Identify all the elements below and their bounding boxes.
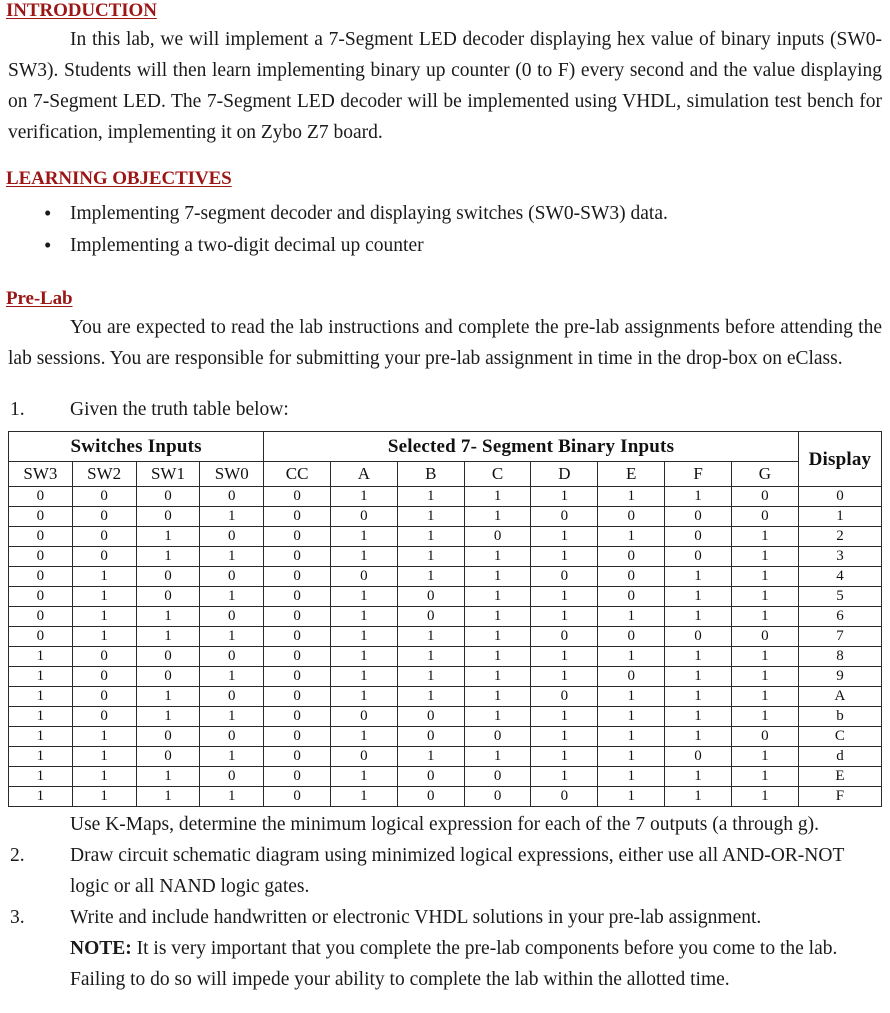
table-row <box>9 567 882 587</box>
table-row <box>9 527 882 547</box>
table-cell: 0 <box>200 727 264 747</box>
group-header-display: Display <box>798 432 881 487</box>
table-cell: 1 <box>665 647 732 667</box>
table-cell: 0 <box>9 527 73 547</box>
table-cell: 1 <box>72 627 136 647</box>
table-cell: 1 <box>665 667 732 687</box>
column-header-b: B <box>397 462 464 487</box>
table-cell: 0 <box>331 567 398 587</box>
table-cell: 1 <box>9 707 73 727</box>
table-cell-display: A <box>798 687 881 707</box>
table-row <box>9 767 882 787</box>
table-cell: 1 <box>200 787 264 807</box>
table-row <box>9 707 882 727</box>
table-cell: 1 <box>598 727 665 747</box>
table-cell: 0 <box>264 707 331 727</box>
table-cell: 0 <box>9 567 73 587</box>
table-row <box>9 667 882 687</box>
learning-objectives-section <box>0 168 890 192</box>
table-cell: 1 <box>136 687 200 707</box>
table-cell: 1 <box>464 667 531 687</box>
table-cell: 1 <box>397 647 464 667</box>
table-cell-display: 2 <box>798 527 881 547</box>
table-cell: 0 <box>264 607 331 627</box>
list-item: • Implementing a two-digit decimal up counter <box>0 230 890 262</box>
table-cell: 1 <box>598 487 665 507</box>
table-cell: 0 <box>731 507 798 527</box>
table-row <box>9 547 882 567</box>
table-cell: 1 <box>531 527 598 547</box>
table-cell: 0 <box>136 567 200 587</box>
table-cell: 0 <box>531 627 598 647</box>
table-cell: 1 <box>665 607 732 627</box>
table-cell: 1 <box>331 547 398 567</box>
table-cell: 0 <box>72 667 136 687</box>
table-cell: 0 <box>72 527 136 547</box>
table-cell: 0 <box>598 547 665 567</box>
table-cell: 1 <box>72 727 136 747</box>
group-header-segments: Selected 7- Segment Binary Inputs <box>264 432 799 462</box>
table-cell: 1 <box>200 587 264 607</box>
table-cell: 1 <box>331 587 398 607</box>
table-cell: 0 <box>9 507 73 527</box>
spacer <box>0 148 890 168</box>
truth-table <box>8 431 882 807</box>
table-cell: 0 <box>531 787 598 807</box>
table-cell-display: b <box>798 707 881 727</box>
table-cell: 0 <box>9 487 73 507</box>
table-cell-display: F <box>798 787 881 807</box>
group-header-switches: Switches Inputs <box>9 432 264 462</box>
prelab-paragraph: You are expected to read the lab instructions and complete the pre-lab assignments before attending the lab sessions. You are responsible for submitting your pre-lab assignment in time in the drop-box on eClass. <box>8 317 882 369</box>
table-cell: 0 <box>397 607 464 627</box>
table-cell: 1 <box>464 647 531 667</box>
table-cell-display: 3 <box>798 547 881 567</box>
table-cell: 1 <box>598 787 665 807</box>
table-cell: 1 <box>665 787 732 807</box>
table-cell: 1 <box>136 547 200 567</box>
table-cell: 0 <box>72 487 136 507</box>
table-cell: 1 <box>731 647 798 667</box>
table-cell-display: 5 <box>798 587 881 607</box>
task-text: Draw circuit schematic diagram using minimized logical expressions, either use all AND-OR-NOT <box>70 845 845 866</box>
table-cell: 1 <box>731 567 798 587</box>
table-cell: 1 <box>731 607 798 627</box>
table-cell: 0 <box>136 747 200 767</box>
table-cell: 1 <box>665 727 732 747</box>
table-cell: 0 <box>665 527 732 547</box>
table-cell: 1 <box>598 767 665 787</box>
table-cell: 0 <box>264 487 331 507</box>
table-cell-display: 1 <box>798 507 881 527</box>
table-cell: 0 <box>264 647 331 667</box>
table-cell: 0 <box>464 787 531 807</box>
table-cell: 0 <box>200 767 264 787</box>
table-cell: 1 <box>397 547 464 567</box>
table-cell: 1 <box>731 527 798 547</box>
table-cell: 1 <box>9 787 73 807</box>
table-row <box>9 587 882 607</box>
table-cell: 1 <box>731 707 798 727</box>
column-header-c: C <box>464 462 531 487</box>
table-cell: 1 <box>464 547 531 567</box>
table-cell: 0 <box>9 627 73 647</box>
table-cell-display: 7 <box>798 627 881 647</box>
table-cell-display: d <box>798 747 881 767</box>
task-item-1 <box>0 394 882 425</box>
table-cell: 1 <box>464 747 531 767</box>
table-cell: 1 <box>136 787 200 807</box>
table-cell: 1 <box>531 647 598 667</box>
table-cell: 1 <box>397 627 464 647</box>
table-cell: 0 <box>731 627 798 647</box>
table-cell: 0 <box>598 587 665 607</box>
table-cell: 1 <box>72 767 136 787</box>
table-cell: 1 <box>464 587 531 607</box>
table-cell: 0 <box>397 587 464 607</box>
table-cell: 1 <box>598 747 665 767</box>
table-cell: 0 <box>665 627 732 647</box>
table-cell: 1 <box>9 647 73 667</box>
table-cell: 1 <box>136 707 200 727</box>
table-cell: 0 <box>264 727 331 747</box>
table-cell: 1 <box>397 527 464 547</box>
note-label: NOTE: <box>70 938 132 959</box>
table-cell: 1 <box>598 707 665 727</box>
table-cell: 1 <box>397 487 464 507</box>
column-header-sw1: SW1 <box>136 462 200 487</box>
table-cell: 0 <box>136 587 200 607</box>
table-cell: 1 <box>331 687 398 707</box>
table-cell: 1 <box>72 567 136 587</box>
task-text: Use K-Maps, determine the minimum logical expression for each of the 7 outputs (a through g). <box>70 814 819 835</box>
task-item-2 <box>0 840 882 871</box>
task-text: Given the truth table below: <box>70 399 289 420</box>
column-header-e: E <box>598 462 665 487</box>
table-cell: 1 <box>731 767 798 787</box>
table-cell: 1 <box>531 667 598 687</box>
table-cell: 0 <box>397 787 464 807</box>
table-cell: 0 <box>665 547 732 567</box>
table-cell: 1 <box>9 687 73 707</box>
truth-table-column-header-row <box>9 462 882 487</box>
table-cell: 1 <box>200 547 264 567</box>
table-row <box>9 647 882 667</box>
table-cell: 0 <box>264 747 331 767</box>
table-cell: 1 <box>9 747 73 767</box>
task-text: Write and include handwritten or electronic VHDL solutions in your pre-lab assignment. <box>70 907 762 928</box>
table-cell: 1 <box>9 667 73 687</box>
table-cell: 1 <box>665 587 732 607</box>
table-cell: 1 <box>9 767 73 787</box>
table-cell-display: E <box>798 767 881 787</box>
table-cell: 1 <box>200 747 264 767</box>
table-cell: 0 <box>136 647 200 667</box>
table-cell: 0 <box>200 487 264 507</box>
task-number: 1. <box>10 399 25 420</box>
table-cell: 1 <box>72 587 136 607</box>
table-cell: 0 <box>9 587 73 607</box>
table-cell: 0 <box>598 507 665 527</box>
table-cell: 1 <box>72 607 136 627</box>
table-cell: 0 <box>136 727 200 747</box>
note-line <box>0 933 882 964</box>
note-line-continued <box>0 964 882 995</box>
table-cell: 1 <box>731 747 798 767</box>
table-row <box>9 687 882 707</box>
table-cell: 1 <box>731 787 798 807</box>
table-cell: 0 <box>200 687 264 707</box>
column-header-a: A <box>331 462 398 487</box>
table-cell-display: 9 <box>798 667 881 687</box>
table-cell: 1 <box>598 647 665 667</box>
column-header-g: G <box>731 462 798 487</box>
table-cell: 0 <box>200 527 264 547</box>
table-cell: 0 <box>200 647 264 667</box>
table-cell: 0 <box>731 487 798 507</box>
table-cell: 1 <box>731 547 798 567</box>
note-text: It is very important that you complete the pre-lab components before you come to the lab. <box>131 938 838 959</box>
table-cell: 0 <box>331 507 398 527</box>
table-cell: 0 <box>200 567 264 587</box>
table-cell: 0 <box>464 767 531 787</box>
table-cell: 1 <box>136 627 200 647</box>
table-cell: 0 <box>397 707 464 727</box>
column-header-sw3: SW3 <box>9 462 73 487</box>
column-header-sw0: SW0 <box>200 462 264 487</box>
task-item-1-continued <box>0 809 882 840</box>
table-cell: 1 <box>397 507 464 527</box>
table-cell: 0 <box>264 507 331 527</box>
table-cell: 1 <box>136 767 200 787</box>
table-cell: 1 <box>531 587 598 607</box>
table-cell: 0 <box>72 547 136 567</box>
table-cell: 1 <box>464 487 531 507</box>
table-row <box>9 627 882 647</box>
truth-table-body <box>9 487 882 807</box>
table-cell-display: C <box>798 727 881 747</box>
truth-table-head <box>9 432 882 487</box>
table-cell: 0 <box>665 747 732 767</box>
table-row <box>9 607 882 627</box>
table-cell: 1 <box>331 607 398 627</box>
table-cell: 1 <box>665 767 732 787</box>
table-cell: 1 <box>331 767 398 787</box>
table-cell: 0 <box>264 687 331 707</box>
table-cell: 1 <box>731 587 798 607</box>
table-cell: 1 <box>464 567 531 587</box>
table-row <box>9 787 882 807</box>
table-cell: 1 <box>200 507 264 527</box>
truth-table-group-header-row <box>9 432 882 462</box>
table-cell: 1 <box>331 667 398 687</box>
table-cell: 1 <box>136 607 200 627</box>
learning-objectives-list <box>0 198 890 262</box>
spacer <box>0 374 890 394</box>
task-text: logic or all NAND logic gates. <box>70 876 310 897</box>
table-cell: 1 <box>464 607 531 627</box>
table-cell: 1 <box>72 747 136 767</box>
introduction-paragraph: In this lab, we will implement a 7-Segment LED decoder displaying hex value of binary inputs (SW0-SW3). Students will then learn implementing binary up counter (0 to F) every second and the value displaying on 7-Segment LED. The 7-Segment LED decoder will be implemented using VHDL, simulation test bench for verification, implementing it on Zybo Z7 board. <box>8 29 882 143</box>
table-cell: 0 <box>731 727 798 747</box>
table-cell: 1 <box>72 787 136 807</box>
table-cell: 0 <box>464 527 531 547</box>
table-cell: 1 <box>731 667 798 687</box>
table-cell: 1 <box>531 727 598 747</box>
table-cell: 1 <box>331 627 398 647</box>
table-cell: 1 <box>531 747 598 767</box>
table-cell: 1 <box>665 567 732 587</box>
table-cell: 1 <box>331 787 398 807</box>
prelab-heading: Pre-Lab <box>6 288 73 309</box>
table-cell: 0 <box>264 587 331 607</box>
table-cell: 0 <box>665 507 732 527</box>
table-cell: 0 <box>598 567 665 587</box>
table-cell: 0 <box>531 567 598 587</box>
learning-objectives-heading: LEARNING OBJECTIVES <box>6 168 232 189</box>
table-cell-display: 0 <box>798 487 881 507</box>
table-row <box>9 747 882 767</box>
table-cell: 1 <box>200 707 264 727</box>
table-cell: 1 <box>731 687 798 707</box>
table-cell: 1 <box>331 527 398 547</box>
table-cell: 0 <box>598 667 665 687</box>
table-cell: 1 <box>397 567 464 587</box>
table-cell: 1 <box>397 667 464 687</box>
table-cell: 1 <box>531 767 598 787</box>
table-cell: 0 <box>464 727 531 747</box>
table-cell: 1 <box>331 487 398 507</box>
introduction-section <box>0 0 890 24</box>
table-cell: 1 <box>531 547 598 567</box>
table-row <box>9 487 882 507</box>
table-cell: 1 <box>200 627 264 647</box>
tasks-continued <box>0 809 890 995</box>
table-cell: 0 <box>72 507 136 527</box>
table-cell: 1 <box>136 527 200 547</box>
table-cell: 1 <box>665 707 732 727</box>
column-header-f: F <box>665 462 732 487</box>
table-cell: 0 <box>136 667 200 687</box>
task-item-3 <box>0 902 882 933</box>
table-cell: 1 <box>665 687 732 707</box>
table-cell-display: 6 <box>798 607 881 627</box>
table-cell: 1 <box>464 687 531 707</box>
table-cell: 1 <box>464 507 531 527</box>
table-cell: 0 <box>331 747 398 767</box>
table-cell: 0 <box>331 707 398 727</box>
table-cell: 0 <box>72 647 136 667</box>
task-number: 3. <box>10 907 25 928</box>
table-cell: 1 <box>531 607 598 627</box>
table-cell: 1 <box>397 747 464 767</box>
table-cell: 1 <box>397 687 464 707</box>
table-cell: 1 <box>9 727 73 747</box>
table-cell: 0 <box>264 767 331 787</box>
table-cell: 0 <box>264 627 331 647</box>
table-cell: 1 <box>464 707 531 727</box>
table-cell: 0 <box>264 527 331 547</box>
list-item: • Implementing 7-segment decoder and displaying switches (SW0-SW3) data. <box>0 198 890 230</box>
table-cell: 1 <box>331 647 398 667</box>
table-cell: 1 <box>598 607 665 627</box>
task-item-2-continued <box>0 871 882 902</box>
table-cell-display: 8 <box>798 647 881 667</box>
table-cell: 1 <box>464 627 531 647</box>
table-cell: 1 <box>598 687 665 707</box>
table-cell: 1 <box>200 667 264 687</box>
table-cell: 0 <box>264 567 331 587</box>
table-cell: 0 <box>136 507 200 527</box>
table-cell: 0 <box>531 687 598 707</box>
table-cell: 0 <box>136 487 200 507</box>
table-cell: 0 <box>264 787 331 807</box>
table-cell: 1 <box>598 527 665 547</box>
table-cell: 0 <box>9 547 73 567</box>
introduction-heading: INTRODUCTION <box>6 0 157 21</box>
note-text: Failing to do so will impede your ability to complete the lab within the allotted time. <box>70 969 730 990</box>
table-cell: 1 <box>531 487 598 507</box>
table-cell: 1 <box>331 727 398 747</box>
column-header-cc: CC <box>264 462 331 487</box>
table-row <box>9 507 882 527</box>
table-cell: 0 <box>397 727 464 747</box>
table-cell: 1 <box>665 487 732 507</box>
spacer <box>0 262 890 288</box>
prelab-section <box>0 288 890 312</box>
table-row <box>9 727 882 747</box>
table-cell: 1 <box>531 707 598 727</box>
table-cell: 0 <box>598 627 665 647</box>
table-cell: 0 <box>264 667 331 687</box>
table-cell: 0 <box>72 707 136 727</box>
table-cell: 0 <box>72 687 136 707</box>
table-cell: 0 <box>397 767 464 787</box>
column-header-d: D <box>531 462 598 487</box>
table-cell: 0 <box>531 507 598 527</box>
task-number: 2. <box>10 845 25 866</box>
table-cell: 0 <box>264 547 331 567</box>
table-cell: 0 <box>200 607 264 627</box>
table-cell: 0 <box>9 607 73 627</box>
table-cell-display: 4 <box>798 567 881 587</box>
column-header-sw2: SW2 <box>72 462 136 487</box>
